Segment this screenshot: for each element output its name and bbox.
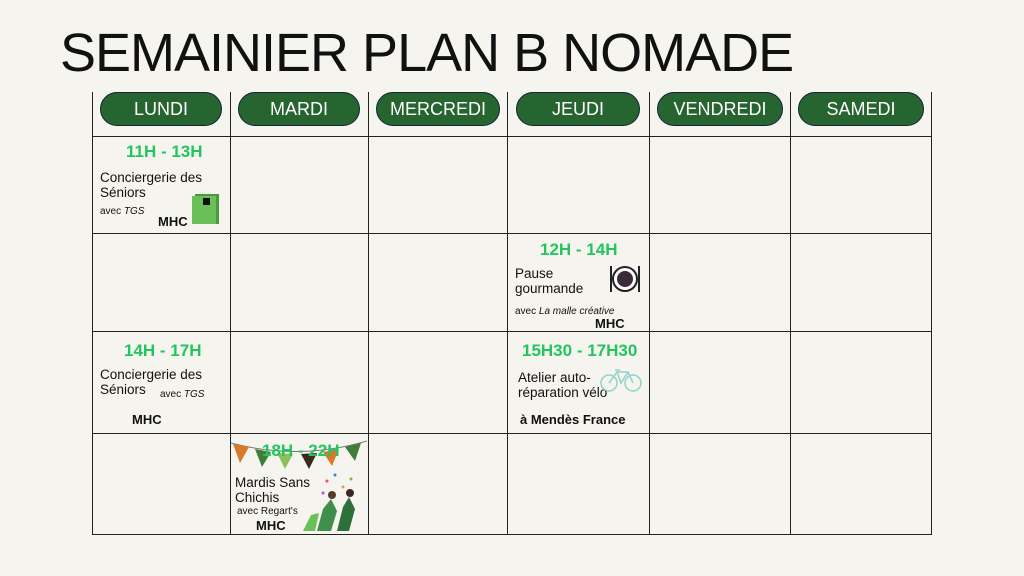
event-title-line1: Mardis Sans — [235, 475, 311, 490]
day-header-jeudi: JEUDI — [516, 92, 640, 126]
day-header-samedi: SAMEDI — [798, 92, 924, 126]
event-time: 12H - 14H — [540, 240, 618, 259]
plate-icon — [608, 264, 642, 294]
grid-line — [368, 92, 369, 534]
grid-line — [790, 92, 791, 534]
grid-line — [931, 92, 932, 534]
day-header-lundi: LUNDI — [100, 92, 222, 126]
day-header-mercredi: MERCREDI — [376, 92, 500, 126]
event-title-line2: Séniors — [100, 382, 146, 397]
event-partner: avec Regart's — [237, 506, 298, 517]
bicycle-icon — [600, 366, 642, 392]
weekly-schedule-grid — [92, 92, 932, 535]
event-title-line1: Conciergerie des — [100, 170, 203, 185]
event-place: à Mendès France — [520, 412, 626, 427]
event-place: MHC — [256, 518, 286, 533]
event-title-line1: Atelier auto- — [518, 370, 591, 385]
event-title-line1: Conciergerie des — [100, 367, 203, 382]
event-partner: avec TGS — [100, 206, 145, 217]
day-header-vendredi: VENDREDI — [657, 92, 783, 126]
event-title-line2: Séniors — [100, 185, 146, 200]
event-time: 14H - 17H — [124, 341, 202, 360]
grid-line — [649, 92, 650, 534]
event-title-line1: Pause — [515, 266, 554, 281]
grid-line — [92, 433, 932, 434]
grid-line — [92, 92, 93, 534]
grid-line — [92, 331, 932, 332]
event-place: MHC — [595, 316, 625, 331]
day-header-mardi: MARDI — [238, 92, 360, 126]
grid-line — [92, 136, 932, 137]
event-title-line2: Chichis — [235, 490, 280, 505]
page-title: SEMAINIER PLAN B NOMADE — [60, 23, 794, 83]
event-partner: avec TGS — [160, 389, 205, 400]
grid-line — [507, 92, 508, 534]
event-time: 18H - 22H — [262, 441, 340, 460]
event-place: MHC — [132, 412, 162, 427]
event-title-line2: gourmande — [515, 281, 584, 296]
grid-line — [92, 233, 932, 234]
event-time: 15H30 - 17H30 — [522, 341, 638, 360]
event-time: 11H - 13H — [126, 142, 203, 161]
event-partner: avec La malle créative — [515, 306, 615, 317]
event-title-line2: réparation vélo — [518, 385, 608, 400]
folder-icon — [192, 192, 222, 226]
event-place: MHC — [158, 214, 188, 229]
